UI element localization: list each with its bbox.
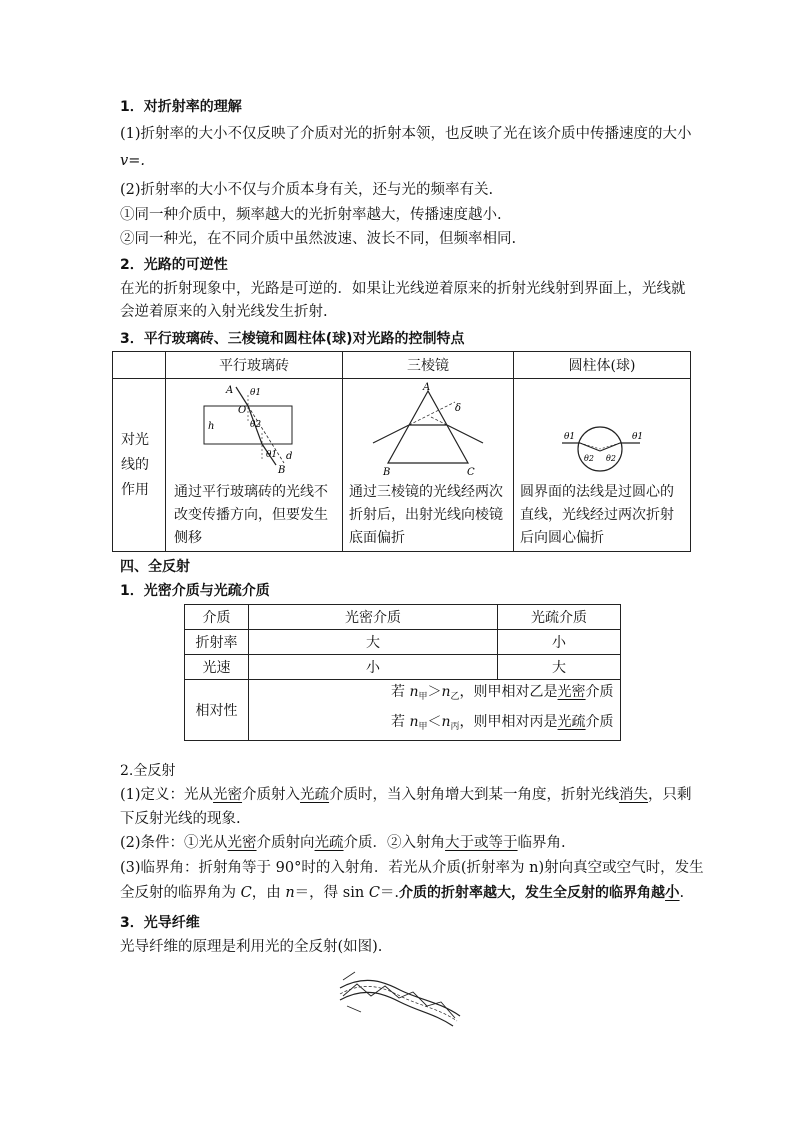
paragraph: ①同一种介质中，频率越大的光折射率越大，传播速度越小.: [120, 207, 502, 223]
table-header: 光密介质: [249, 605, 498, 630]
section-heading-optical-control: 3．平行玻璃砖、三棱镜和圆柱体(球)对光路的控制特点: [120, 331, 465, 347]
paragraph: v=.: [120, 153, 145, 169]
table-cell: 小: [498, 630, 621, 655]
cell-line: 改变传播方向，但要发生: [174, 507, 328, 523]
cylinder-diagram: [514, 381, 686, 481]
cell-text: [166, 481, 342, 550]
cell-line: 折射后，出射光线向棱镜: [349, 507, 503, 523]
optical-fiber-diagram: [335, 966, 465, 1028]
table-cell: 折射率: [185, 630, 249, 655]
cell-line: 直线，光线经过两次折射: [520, 507, 674, 523]
critical-angle-line: 全反射的临界角为 C，由 n＝，得 sin C＝.介质的折射率越大，发生全反射的临界角越小.: [120, 884, 685, 901]
row-label-line: 对光: [121, 431, 149, 448]
section-heading-reversibility: 2．光路的可逆性: [120, 257, 228, 273]
subheading-optical-fiber: 3．光导纤维: [120, 915, 200, 931]
definition-line: (1)定义：光从光密介质射入光疏介质时，当入射角增大到某一角度，折射光线消失，只剩: [120, 787, 692, 803]
label-A: A: [423, 382, 431, 393]
row-label-line: 作用: [121, 481, 149, 498]
subheading-total-reflection: 2.全反射: [120, 763, 176, 779]
label-C: C: [467, 467, 475, 478]
paragraph: ②同一种光，在不同介质中虽然波速、波长不同，但频率相同.: [120, 231, 517, 247]
relativity-line: 若 $n_甲<n_丙$，则甲相对丙是光疏介质: [391, 714, 614, 732]
section-heading-refractive-index: 1．对折射率的理解: [120, 99, 242, 115]
media-comparison-table: [184, 604, 621, 741]
paragraph: 会逆着原来的入射光线发生折射.: [120, 304, 328, 320]
label-theta1: θ1: [266, 450, 278, 460]
relativity-line: 若 $n_甲>n_乙$，则甲相对乙是光密介质: [391, 684, 614, 702]
table-cell: 相对性: [185, 680, 249, 741]
label-A: A: [226, 385, 234, 396]
cell-line: 底面偏折: [349, 530, 405, 546]
label-d: d: [286, 451, 293, 462]
label-h: h: [208, 421, 215, 432]
label-theta1: θ1: [250, 388, 262, 398]
table-corner-cell: [113, 352, 166, 379]
relativity-cell: [249, 680, 621, 741]
table-cell: 光速: [185, 655, 249, 680]
label-theta2: θ2: [250, 420, 262, 430]
condition-line: (2)条件：①光从光密介质射向光疏介质．②入射角大于或等于临界角.: [120, 835, 566, 851]
row-label: [113, 379, 166, 552]
label-theta1: θ1: [632, 432, 644, 442]
label-B: B: [278, 465, 286, 476]
table-header: 平行玻璃砖: [166, 352, 343, 379]
prism-cell: [343, 379, 514, 552]
cell-line: 通过平行玻璃砖的光线不: [174, 484, 328, 500]
subheading-dense-sparse: 1．光密介质与光疏介质: [120, 583, 270, 599]
table-cell: 小: [249, 655, 498, 680]
cylinder-cell: [514, 379, 691, 552]
table-cell: 大: [498, 655, 621, 680]
label-theta1: θ1: [564, 432, 576, 442]
table-header: 光疏介质: [498, 605, 621, 630]
glass-slab-diagram: [166, 381, 342, 481]
label-theta2: θ2: [584, 454, 594, 463]
paragraph: (2)折射率的大小不仅与介质本身有关，还与光的频率有关.: [120, 182, 494, 198]
table-header: 圆柱体(球): [514, 352, 691, 379]
label-B: B: [383, 467, 391, 478]
paragraph: 下反射光线的现象.: [120, 811, 241, 827]
label-theta2: θ2: [606, 454, 616, 463]
section-heading-total-reflection: 四、全反射: [120, 559, 190, 575]
label-O: O: [238, 405, 247, 416]
prism-diagram: [343, 381, 513, 481]
label-delta: δ: [455, 403, 462, 414]
cell-text: [343, 481, 513, 550]
table-header: 三棱镜: [343, 352, 514, 379]
cell-line: 侧移: [174, 530, 202, 546]
glass-slab-cell: [166, 379, 343, 552]
cell-line: 后向圆心偏折: [520, 530, 604, 546]
table-header: 介质: [185, 605, 249, 630]
paragraph: (3)临界角：折射角等于 90°时的入射角．若光从介质(折射率为 n)射向真空或空气时，发生: [120, 860, 704, 876]
row-label-line: 线的: [121, 456, 149, 473]
cell-line: 圆界面的法线是过圆心的: [520, 484, 674, 500]
cell-text: [514, 481, 690, 550]
paragraph: 在光的折射现象中，光路是可逆的．如果让光线逆着原来的折射光线射到界面上，光线就: [120, 281, 686, 297]
optics-control-table: [112, 351, 691, 552]
paragraph: (1)折射率的大小不仅反映了介质对光的折射本领，也反映了光在该介质中传播速度的大小: [120, 126, 692, 142]
paragraph: 光导纤维的原理是利用光的全反射(如图).: [120, 939, 383, 955]
table-cell: 大: [249, 630, 498, 655]
cell-line: 通过三棱镜的光线经两次: [349, 484, 503, 500]
